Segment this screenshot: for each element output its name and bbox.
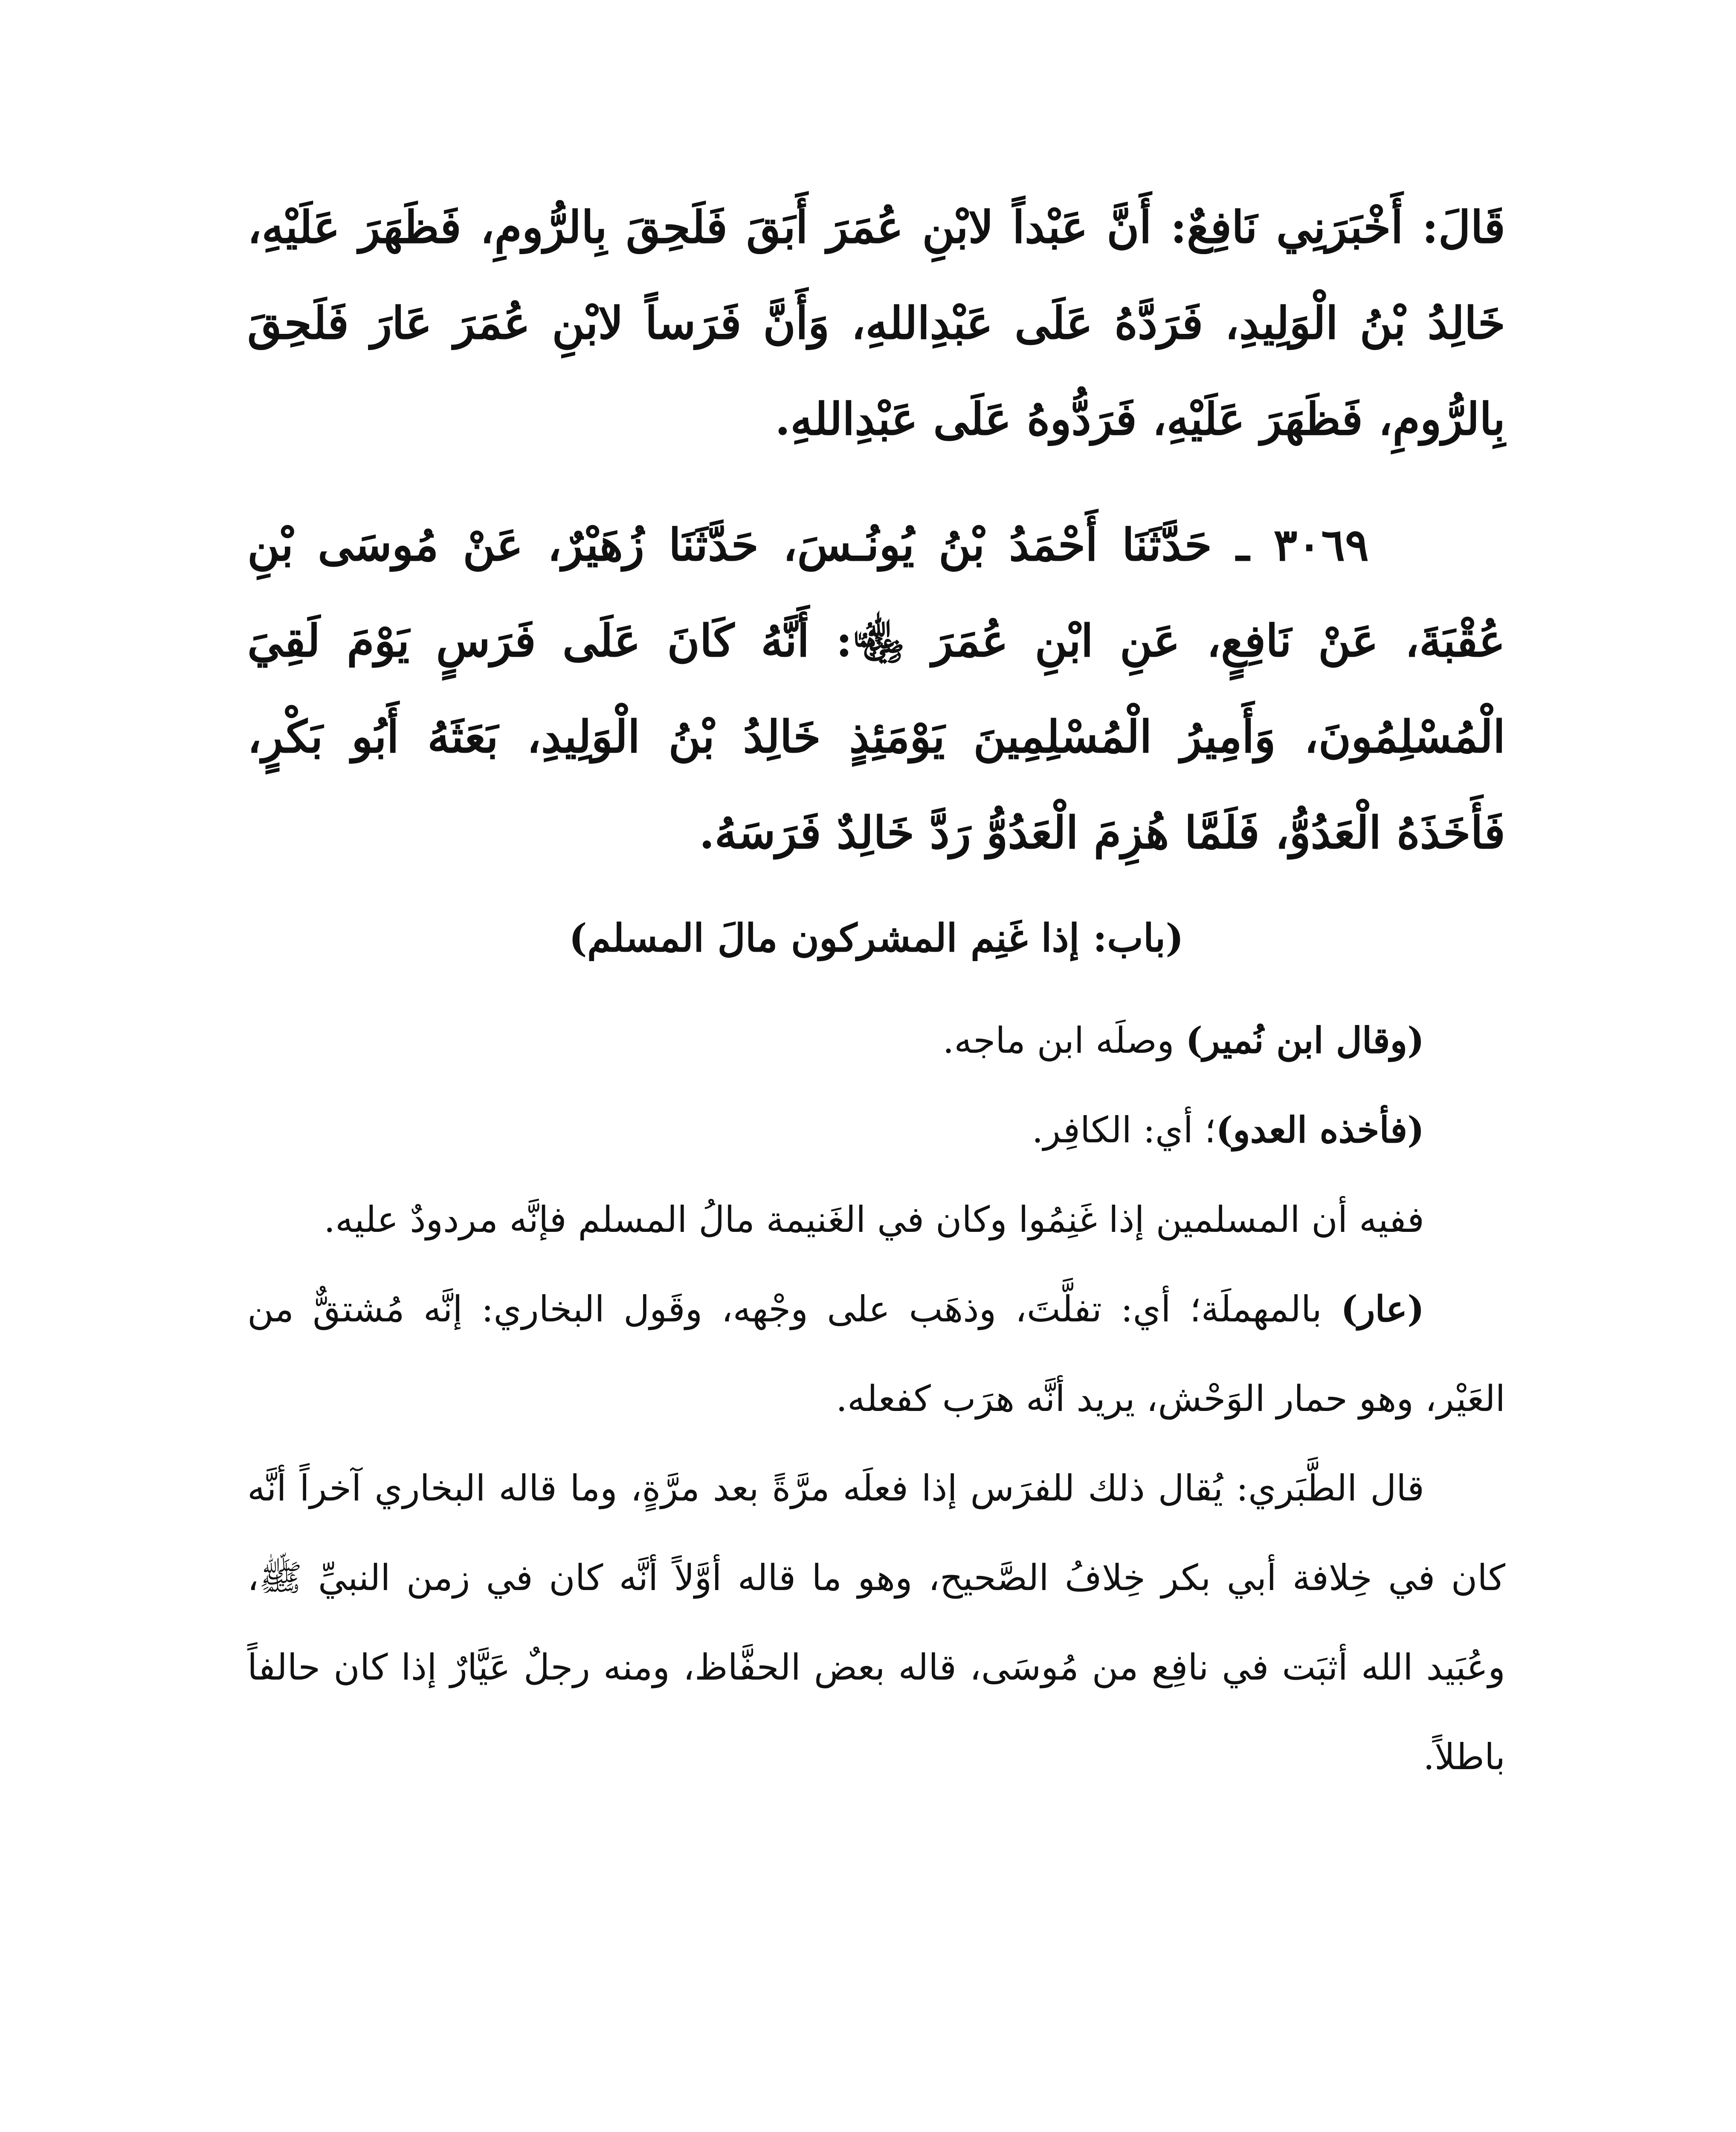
commentary-term: (وقال ابن نُمير) — [1185, 1019, 1424, 1061]
commentary-text: ففيه أن المسلمين إذا غَنِمُوا وكان في الغَنيمة مالُ المسلم فإنَّه مردودٌ عليه. — [324, 1199, 1424, 1240]
book-page — [247, 179, 1505, 2132]
commentary-paragraph — [247, 1264, 1505, 1443]
commentary-term: (فأخذه العدو) — [1216, 1109, 1424, 1151]
commentary-text: قال الطَّبَري: يُقال ذلك للفرَس إذا فعلَه مرَّةً بعد مرَّةٍ، وما قاله البخاري آخراً أنَّه كان في خِلافة أبي بكر خِلافُ الصَّحيح، وهو ما قاله أوَّلاً أنَّه كان في زمن النبيِّ ﷺ، وعُبَيد الله أثبَت في نافِع من مُوسَى، قاله بعض الحفَّاظ، ومنه رجلٌ عَيَّارٌ إذا كان حالفاً باطلاً. — [247, 1467, 1505, 1778]
commentary-paragraph — [247, 1175, 1505, 1264]
commentary-text: بالمهملَة؛ أي: تفلَّتَ، وذهَب على وجْهه، وقَول البخاري: إنَّه مُشتقٌّ من العَيْر، وهو حمار الوَحْش، يريد أنَّه هرَب كفعله. — [247, 1288, 1505, 1419]
commentary-term: (عار) — [1341, 1288, 1424, 1330]
hadith-continuation: قَالَ: أَخْبَرَنِي نَافِعٌ: أَنَّ عَبْداً لابْنِ عُمَرَ أَبَقَ فَلَحِقَ بِالرُّومِ، فَظَهَرَ عَلَيْهِ، خَالِدُ بْنُ الْوَلِيدِ، فَرَدَّهُ عَلَى عَبْدِاللهِ، وَأَنَّ فَرَساً لابْنِ عُمَرَ عَارَ فَلَحِقَ بِالرُّومِ، فَظَهَرَ عَلَيْهِ، فَرَدُّوهُ عَلَى عَبْدِاللهِ. — [247, 201, 1505, 445]
commentary-text: وصلَه ابن ماجه. — [942, 1020, 1186, 1061]
commentary-text: ؛ أي: الكافِر. — [1032, 1109, 1216, 1151]
commentary-paragraph — [247, 1443, 1505, 1802]
commentary-paragraph — [247, 1085, 1505, 1175]
hadith-3069: ٣٠٦٩ ـ حَدَّثَنَا أَحْمَدُ بْنُ يُونُـسَ، حَدَّثَنَا زُهَيْرٌ، عَنْ مُوسَى بْنِ عُقْبَةَ، عَنْ نَافِعٍ، عَنِ ابْنِ عُمَرَ ﵄: أَنَّهُ كَانَ عَلَى فَرَسٍ يَوْمَ لَقِيَ الْمُسْلِمُونَ، وَأَمِيرُ الْمُسْلِمِينَ يَوْمَئِذٍ خَالِدُ بْنُ الْوَلِيدِ، بَعَثَهُ أَبُو بَكْرٍ، فَأَخَذَهُ الْعَدُوُّ، فَلَمَّا هُزِمَ الْعَدُوُّ رَدَّ خَالِدٌ فَرَسَهُ. — [247, 519, 1505, 859]
chapter-heading: (باب: إذا غَنِم المشركون مالَ المسلم) — [569, 915, 1184, 961]
commentary-paragraph — [247, 996, 1505, 1085]
